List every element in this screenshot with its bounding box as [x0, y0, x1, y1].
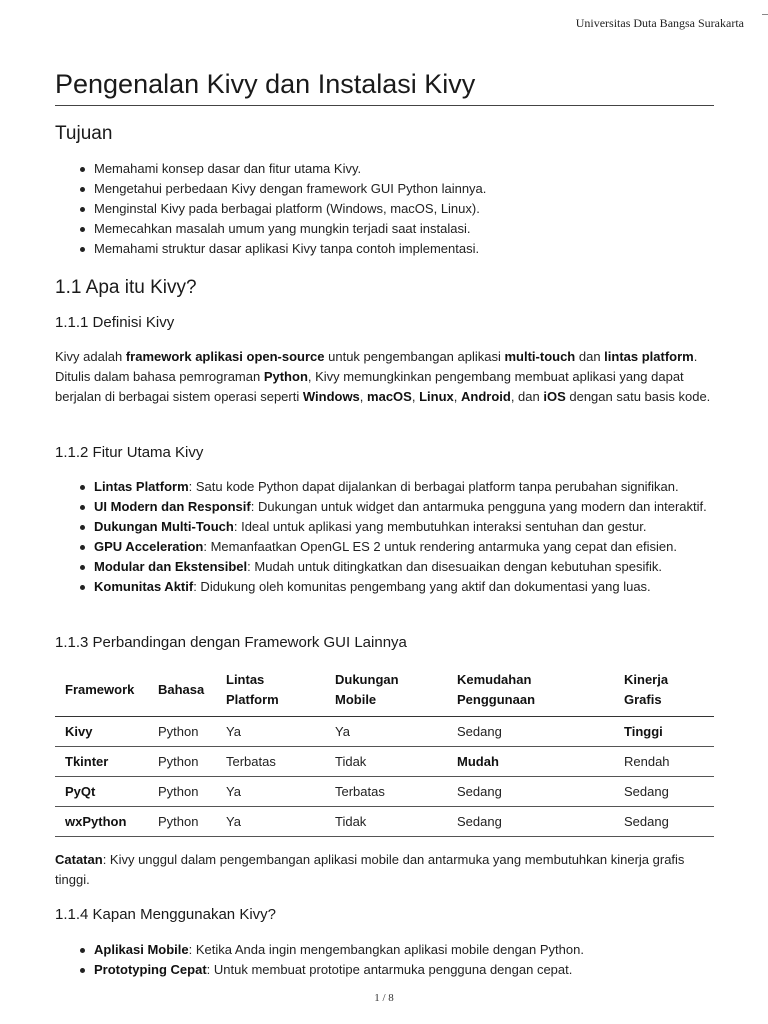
- text-span: dan: [575, 349, 605, 364]
- table-cell: Tidak: [325, 807, 447, 837]
- column-header: [447, 668, 614, 717]
- item-label: Prototyping Cepat: [94, 962, 207, 977]
- heading-kapan: 1.1.4 Kapan Menggunakan Kivy?: [55, 906, 276, 923]
- list-item: [94, 477, 714, 497]
- paragraph-catatan: [55, 850, 714, 890]
- item-text: : Memanfaatkan OpenGL ES 2 untuk rendering antarmuka yang cepat dan efisien.: [203, 539, 677, 554]
- list-item: Menginstal Kivy pada berbagai platform (Windows, macOS, Linux).: [94, 199, 714, 219]
- item-text: : Dukungan untuk widget dan antarmuka pengguna yang modern dan interaktif.: [250, 499, 707, 514]
- bold-span: multi-touch: [504, 349, 576, 364]
- table-header-row: [55, 668, 714, 717]
- item-text: : Didukung oleh komunitas pengembang yang aktif dan dokumentasi yang luas.: [193, 579, 651, 594]
- item-label: UI Modern dan Responsif: [94, 499, 251, 514]
- item-text: : Ketika Anda ingin mengembangkan aplikasi mobile dengan Python.: [188, 942, 584, 957]
- list-kapan: [55, 940, 714, 980]
- table-cell: Terbatas: [325, 777, 447, 807]
- table-cell: Sedang: [614, 777, 714, 807]
- table-cell: Tidak: [325, 747, 447, 777]
- item-text: : Untuk membuat prototipe antarmuka pengguna dengan cepat.: [206, 962, 573, 977]
- header-line: Kinerja: [624, 672, 669, 687]
- heading-perbandingan: 1.1.3 Perbandingan dengan Framework GUI Lainnya: [55, 634, 407, 651]
- header-line: Penggunaan: [457, 692, 536, 707]
- table-cell: Sedang: [447, 717, 614, 747]
- table-cell: Sedang: [447, 807, 614, 837]
- column-header: [148, 668, 216, 717]
- table-cell: Python: [148, 807, 216, 837]
- item-label: Lintas Platform: [94, 479, 189, 494]
- item-label: Komunitas Aktif: [94, 579, 194, 594]
- list-fitur: [55, 477, 714, 597]
- header-line: Platform: [226, 692, 279, 707]
- text-span: ,: [411, 389, 420, 404]
- table-cell: Terbatas: [216, 747, 325, 777]
- heading-fitur: 1.1.2 Fitur Utama Kivy: [55, 444, 204, 461]
- header-line: Grafis: [624, 692, 662, 707]
- header-line: Kemudahan: [457, 672, 532, 687]
- header-line: Mobile: [335, 692, 377, 707]
- text-span: , Kivy memungkinkan pengembang membuat aplikasi yang dapat berjalan di berbagai sistem operasi seperti: [55, 369, 684, 404]
- column-header: [325, 668, 447, 717]
- list-item: [94, 940, 714, 960]
- table-row: [55, 777, 714, 807]
- text-span: ,: [453, 389, 461, 404]
- paragraph-definisi: [55, 347, 714, 407]
- header-line: Lintas: [226, 672, 265, 687]
- list-tujuan: [55, 159, 714, 259]
- heading-definisi: 1.1.1 Definisi Kivy: [55, 314, 175, 331]
- table-cell: Ya: [325, 717, 447, 747]
- bold-span: Linux: [419, 389, 454, 404]
- page-title: Pengenalan Kivy dan Instalasi Kivy: [55, 69, 476, 99]
- table-cell: Rendah: [614, 747, 714, 777]
- header-university: Universitas Duta Bangsa Surakarta: [575, 16, 744, 30]
- list-item: Memahami struktur dasar aplikasi Kivy tanpa contoh implementasi.: [94, 239, 714, 259]
- bold-span: macOS: [367, 389, 412, 404]
- table-cell: Python: [148, 717, 216, 747]
- table-cell: Ya: [216, 717, 325, 747]
- table-cell: Python: [148, 747, 216, 777]
- table-cell: Tkinter: [55, 747, 148, 777]
- list-item: Memecahkan masalah umum yang mungkin terjadi saat instalasi.: [94, 219, 714, 239]
- list-item: [94, 577, 714, 597]
- item-text: : Mudah untuk ditingkatkan dan disesuaikan dengan kebutuhan spesifik.: [247, 559, 663, 574]
- text-span: Kivy adalah: [55, 349, 126, 364]
- list-item: [94, 557, 714, 577]
- bold-span: framework aplikasi open-source: [125, 349, 325, 364]
- column-header: [614, 668, 714, 717]
- title-divider: [55, 105, 714, 106]
- table-cell: wxPython: [55, 807, 148, 837]
- list-item: Memahami konsep dasar dan fitur utama Kivy.: [94, 159, 714, 179]
- table-cell: Tinggi: [614, 717, 714, 747]
- list-item: [94, 517, 714, 537]
- header-line: Framework: [65, 682, 135, 697]
- table-row: [55, 807, 714, 837]
- list-item: [94, 960, 714, 980]
- item-text: : Satu kode Python dapat dijalankan di berbagai platform tanpa perubahan signifikan.: [188, 479, 679, 494]
- text-span: , dan: [510, 389, 544, 404]
- header-line: Bahasa: [158, 682, 205, 697]
- catatan-text: : Kivy unggul dalam pengembangan aplikasi mobile dan antarmuka yang membutuhkan kinerja grafis tinggi.: [55, 852, 685, 887]
- table-cell: Python: [148, 777, 216, 807]
- text-span: . Ditulis dalam bahasa pemrograman: [55, 349, 698, 384]
- bold-span: Windows: [302, 389, 360, 404]
- table-row: [55, 717, 714, 747]
- corner-mark: [762, 14, 768, 15]
- table-cell: Ya: [216, 777, 325, 807]
- heading-tujuan: Tujuan: [55, 123, 113, 144]
- heading-section-1-1: 1.1 Apa itu Kivy?: [55, 277, 197, 298]
- table-cell: Ya: [216, 807, 325, 837]
- bold-span: lintas platform: [604, 349, 694, 364]
- table-row: [55, 747, 714, 777]
- table-cell: Kivy: [55, 717, 148, 747]
- text-span: dengan satu basis kode.: [565, 389, 711, 404]
- table-cell: Mudah: [447, 747, 614, 777]
- bold-span: Android: [460, 389, 511, 404]
- column-header: [216, 668, 325, 717]
- bold-span: iOS: [543, 389, 566, 404]
- text-span: ,: [359, 389, 368, 404]
- list-item: Mengetahui perbedaan Kivy dengan framework GUI Python lainnya.: [94, 179, 714, 199]
- table-cell: Sedang: [447, 777, 614, 807]
- catatan-label: Catatan: [55, 852, 103, 867]
- page-number: 1 / 8: [374, 992, 394, 1004]
- column-header: [55, 668, 148, 717]
- text-span: untuk pengembangan aplikasi: [324, 349, 505, 364]
- item-label: Dukungan Multi-Touch: [94, 519, 234, 534]
- item-text: : Ideal untuk aplikasi yang membutuhkan interaksi sentuhan dan gestur.: [233, 519, 647, 534]
- comparison-table: [55, 668, 714, 837]
- table-cell: PyQt: [55, 777, 148, 807]
- table-cell: Sedang: [614, 807, 714, 837]
- list-item: [94, 497, 714, 517]
- header-line: Dukungan: [335, 672, 399, 687]
- list-item: [94, 537, 714, 557]
- item-label: Modular dan Ekstensibel: [94, 559, 248, 574]
- item-label: GPU Acceleration: [94, 539, 204, 554]
- item-label: Aplikasi Mobile: [94, 942, 189, 957]
- bold-span: Python: [263, 369, 308, 384]
